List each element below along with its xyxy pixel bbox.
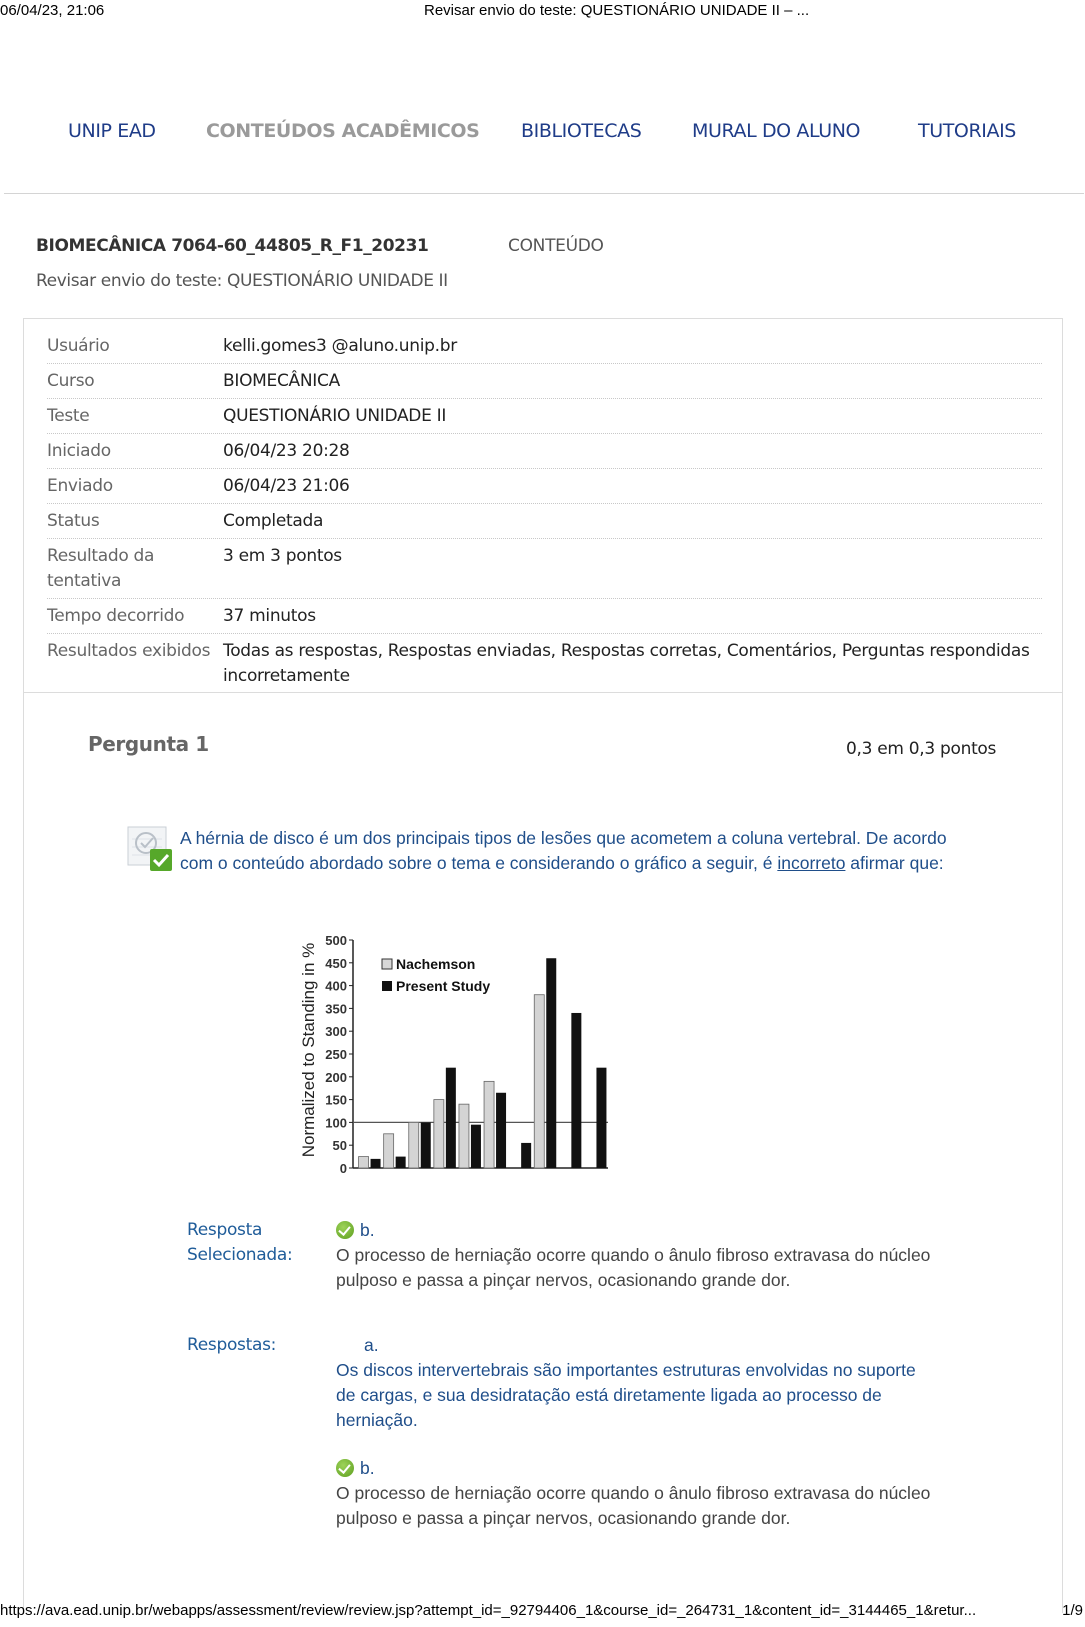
print-header (0, 0, 1085, 24)
nav-bibliotecas[interactable]: BIBLIOTECAS (521, 120, 642, 142)
question-text (180, 826, 980, 876)
chart-y-tick-label: 0 (339, 1161, 347, 1176)
chart-legend (382, 956, 490, 994)
detail-value: 3 em 3 pontos (223, 546, 342, 566)
detail-value: QUESTIONÁRIO UNIDADE II (223, 406, 447, 426)
page-title: Revisar envio do teste: QUESTIONÁRIO UNIDADE II (36, 271, 448, 291)
selected-answer (336, 1218, 936, 1293)
nav-divider (4, 193, 1084, 194)
chart-y-tick-label: 50 (332, 1138, 347, 1154)
print-title: Revisar envio do teste: QUESTIONÁRIO UNIDADE II – ... (424, 2, 810, 19)
bar-nachemson (409, 1122, 419, 1168)
selected-answer-text: O processo de herniação ocorre quando o ânulo fibroso extravasa do núcleo pulposo e passa a pinçar nervos, ocasionando grande dor. (336, 1245, 931, 1290)
detail-row-resultados-exibidos (47, 634, 1042, 693)
answer-text: Os discos intervertebrais são importantes estruturas envolvidas no suporte de cargas, e sua desidratação está diretamente ligada ao processo de herniação. (336, 1360, 916, 1430)
detail-row-resultado (47, 539, 1042, 599)
chart-y-tick-label: 100 (325, 1115, 347, 1131)
detail-label: Enviado (47, 476, 113, 496)
answer-letter: b. (360, 1458, 375, 1478)
detail-label: Usuário (47, 336, 110, 356)
print-url: https://ava.ead.unip.br/webapps/assessment/review/review.jsp?attempt_id=_92794406_1&course_id=_264731_1&content_id=_3144465_1&retur... (0, 1602, 977, 1619)
bar-present-study (446, 1068, 456, 1168)
detail-value: BIOMECÂNICA (223, 371, 340, 391)
detail-value: Todas as respostas, Respostas enviadas, Respostas corretas, Comentários, Perguntas respondidas incorretamente (223, 641, 1030, 686)
bar-present-study (396, 1157, 406, 1168)
detail-label: Status (47, 511, 100, 531)
detail-label: Resultado da tentativa (47, 546, 155, 591)
correct-answer-check-icon (336, 1221, 354, 1239)
answer-letter: a. (364, 1335, 379, 1355)
legend-swatch-present-study (382, 981, 392, 991)
detail-label: Iniciado (47, 441, 111, 461)
print-footer (0, 1600, 1085, 1624)
bar-nachemson (534, 995, 544, 1168)
correct-check-icon (126, 825, 174, 873)
chart-y-tick-label: 250 (325, 1047, 347, 1062)
chart-y-tick-label: 350 (325, 1001, 347, 1017)
chart-y-tick-label: 300 (325, 1024, 347, 1040)
bar-present-study (596, 1068, 606, 1168)
detail-value: 37 minutos (223, 606, 316, 626)
breadcrumb-course[interactable]: BIOMECÂNICA 7064-60_44805_R_F1_20231 (36, 236, 429, 256)
attempt-details-table (47, 329, 1042, 693)
detail-row-usuario (47, 329, 1042, 364)
detail-row-curso (47, 364, 1042, 399)
answer-option-a (336, 1333, 936, 1433)
bar-present-study (496, 1093, 506, 1168)
detail-label: Resultados exibidos (47, 641, 211, 661)
chart-y-tick-label: 400 (325, 978, 347, 994)
bar-present-study (371, 1159, 381, 1168)
legend-swatch-nachemson (382, 959, 392, 969)
breadcrumb-section[interactable]: CONTEÚDO (508, 236, 604, 256)
question-chart (290, 920, 640, 1182)
bar-nachemson (359, 1157, 369, 1168)
chart-y-tick-label: 450 (325, 955, 347, 971)
answer-option-b (336, 1456, 936, 1531)
top-navigation (0, 120, 1085, 150)
detail-value: Completada (223, 511, 324, 531)
legend-label-present-study: Present Study (396, 978, 491, 994)
bar-present-study (546, 958, 556, 1168)
attempt-details-panel (23, 318, 1063, 693)
detail-row-status (47, 504, 1042, 539)
selected-answer-letter: b. (360, 1220, 375, 1240)
detail-label: Teste (47, 406, 90, 426)
print-date: 06/04/23, 21:06 (0, 2, 105, 19)
question-text-underlined: incorreto (777, 853, 846, 873)
answer-text: O processo de herniação ocorre quando o ânulo fibroso extravasa do núcleo pulposo e passa a pinçar nervos, ocasionando grande dor. (336, 1483, 931, 1528)
correct-answer-check-icon (336, 1459, 354, 1477)
bar-nachemson (434, 1100, 444, 1168)
detail-row-tempo (47, 599, 1042, 634)
nav-conteudos-academicos[interactable]: CONTEÚDOS ACADÊMICOS (206, 120, 480, 142)
bar-nachemson (384, 1134, 394, 1168)
bar-present-study (471, 1125, 481, 1168)
detail-row-enviado (47, 469, 1042, 504)
chart-y-tick-label: 200 (325, 1069, 347, 1085)
question-title: Pergunta 1 (88, 732, 209, 756)
detail-row-teste (47, 399, 1042, 434)
nav-tutoriais[interactable]: TUTORIAIS (918, 120, 1016, 142)
detail-label: Curso (47, 371, 95, 391)
print-page-number: 1/9 (1062, 1602, 1083, 1619)
legend-label-nachemson: Nachemson (396, 956, 476, 972)
nav-mural-do-aluno[interactable]: MURAL DO ALUNO (692, 120, 861, 142)
answers-label: Respostas: (187, 1335, 277, 1355)
nav-unip-ead[interactable]: UNIP EAD (68, 120, 156, 142)
bar-present-study (571, 1013, 581, 1168)
chart-y-tick-label: 150 (325, 1092, 347, 1108)
detail-value: 06/04/23 21:06 (223, 476, 350, 496)
chart-y-tick-label: 500 (325, 933, 347, 948)
bar-nachemson (484, 1081, 494, 1168)
chart-svg (290, 920, 640, 1182)
chart-ylabel: Normalized to Standing in % (299, 942, 318, 1158)
bar-nachemson (459, 1104, 469, 1168)
question-points: 0,3 em 0,3 pontos (846, 739, 997, 759)
detail-label: Tempo decorrido (47, 606, 185, 626)
question-text-part: A hérnia de disco é um dos principais tipos de lesões que acometem a coluna vertebral. De acordo com o conteúdo abordado sobre o tema e considerando o gráfico a seguir, é (180, 828, 947, 873)
detail-value: 06/04/23 20:28 (223, 441, 350, 461)
bar-present-study (421, 1122, 431, 1168)
detail-row-iniciado (47, 434, 1042, 469)
selected-answer-label: Resposta Selecionada: (187, 1220, 293, 1265)
detail-value: kelli.gomes3 @aluno.unip.br (223, 336, 457, 356)
bar-present-study (521, 1143, 531, 1168)
question-text-part: afirmar que: (845, 853, 944, 873)
